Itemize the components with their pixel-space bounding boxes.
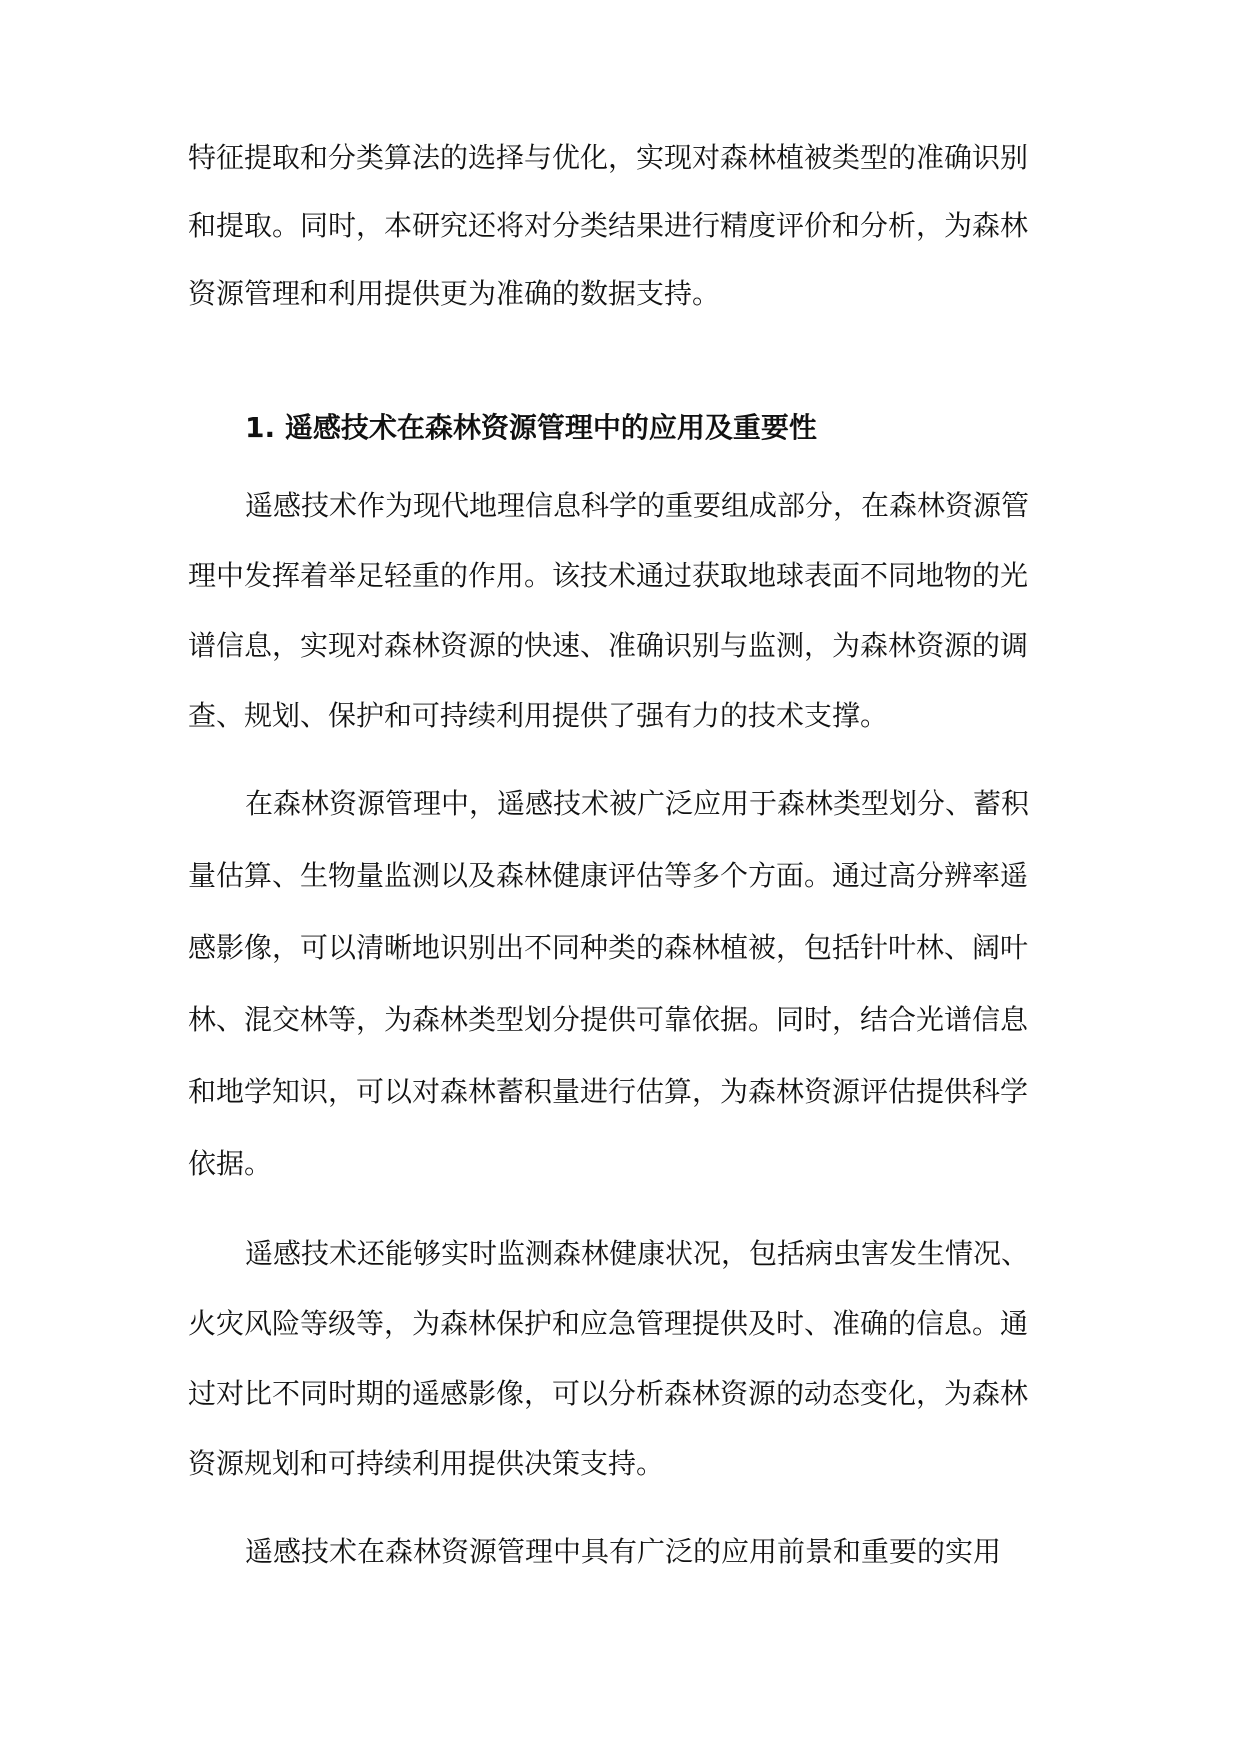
intro-line-1: 特征提取和分类算法的选择与优化，实现对森林植被类型的准确识别 <box>188 141 1029 174</box>
paragraph-3-line-1: 遥感技术还能够实时监测森林健康状况，包括病虫害发生情况、 <box>245 1237 1030 1270</box>
paragraph-4-line-1: 遥感技术在森林资源管理中具有广泛的应用前景和重要的实用 <box>245 1535 1002 1568</box>
section-heading: 1. 遥感技术在森林资源管理中的应用及重要性 <box>245 411 817 444</box>
paragraph-1-line-3: 谱信息，实现对森林资源的快速、准确识别与监测，为森林资源的调 <box>188 629 1029 662</box>
paragraph-2-line-2: 量估算、生物量监测以及森林健康评估等多个方面。通过高分辨率遥 <box>188 859 1029 892</box>
paragraph-2-line-5: 和地学知识，可以对森林蓄积量进行估算，为森林资源评估提供科学 <box>188 1075 1029 1108</box>
paragraph-2-line-1: 在森林资源管理中，遥感技术被广泛应用于森林类型划分、蓄积 <box>245 787 1030 820</box>
paragraph-2-line-4: 林、混交林等，为森林类型划分提供可靠依据。同时，结合光谱信息 <box>188 1003 1029 1036</box>
intro-line-2: 和提取。同时，本研究还将对分类结果进行精度评价和分析，为森林 <box>188 209 1029 242</box>
paragraph-3-line-2: 火灾风险等级等，为森林保护和应急管理提供及时、准确的信息。通 <box>188 1307 1029 1340</box>
paragraph-2-line-6: 依据。 <box>188 1147 273 1180</box>
paragraph-1-line-2: 理中发挥着举足轻重的作用。该技术通过获取地球表面不同地物的光 <box>188 559 1029 592</box>
paragraph-3-line-3: 过对比不同时期的遥感影像，可以分析森林资源的动态变化，为森林 <box>188 1377 1029 1410</box>
paragraph-2-line-3: 感影像，可以清晰地识别出不同种类的森林植被，包括针叶林、阔叶 <box>188 931 1029 964</box>
paragraph-1-line-4: 查、规划、保护和可持续利用提供了强有力的技术支撑。 <box>188 699 889 732</box>
paragraph-3-line-4: 资源规划和可持续利用提供决策支持。 <box>188 1447 665 1480</box>
paragraph-1-line-1: 遥感技术作为现代地理信息科学的重要组成部分，在森林资源管 <box>245 489 1030 522</box>
intro-line-3: 资源管理和利用提供更为准确的数据支持。 <box>188 277 721 310</box>
